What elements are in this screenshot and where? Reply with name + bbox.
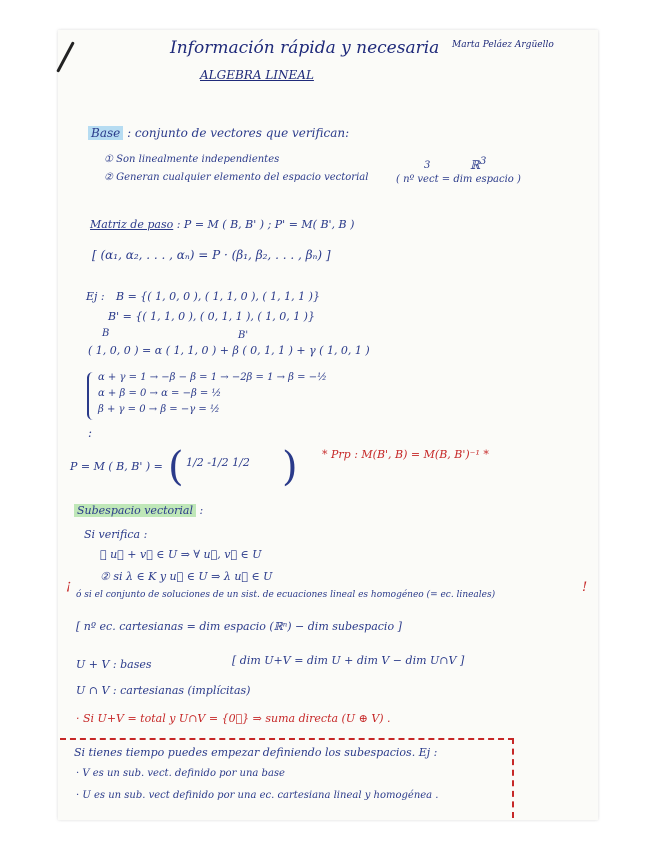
base-note-r bbox=[470, 156, 486, 172]
tip-line-2: · V es un sub. vect. definido por una base bbox=[76, 768, 285, 779]
page-title: Información rápida y necesaria bbox=[170, 38, 440, 58]
tip-line-1: Si tienes tiempo puedes empezar definiendo los subespacios. Ej : bbox=[74, 746, 438, 759]
matriz-formula: : P = M ( B, B' ) ; P' = M( B', B ) bbox=[176, 218, 355, 231]
matrix-right-paren: ) bbox=[282, 444, 298, 490]
ejemplo-dots: : bbox=[88, 426, 93, 440]
system-eq-1: α + γ = 1 → −β − β = 1 → −2β = 1 → β = −½ bbox=[98, 372, 327, 383]
subespacio-heading bbox=[74, 504, 203, 517]
author-name: Marta Peláez Argüello bbox=[452, 40, 554, 50]
sum-label: U + V : bases bbox=[76, 658, 152, 671]
base-note-sup: 3 bbox=[424, 160, 431, 171]
system-eq-3: β + γ = 0 → β = −γ = ½ bbox=[98, 404, 220, 415]
system-eq-2: α + β = 0 → α = −β = ½ bbox=[98, 388, 222, 399]
matriz-vector-equation: [ (α₁, α₂, . . . , αₙ) = P · (β₁, β₂, . . . , βₙ) ] bbox=[92, 248, 331, 262]
notebook-page bbox=[58, 30, 598, 820]
alternative-condition: ó si el conjunto de soluciones de un sist. de ecuaciones lineal es homogéneo (= ec. lineales) bbox=[76, 590, 496, 600]
ejemplo-b2-set: B' = {( 1, 1, 0 ), ( 0, 1, 1 ), ( 1, 0, 1 )} bbox=[108, 310, 315, 323]
ejemplo-combination: ( 1, 0, 0 ) = α ( 1, 1, 0 ) + β ( 0, 1, 1 ) + γ ( 1, 0, 1 ) bbox=[88, 344, 370, 357]
warning-close-mark: ! bbox=[582, 580, 588, 595]
base-term: Base bbox=[88, 126, 123, 140]
base-note: ( nº vect = dim espacio ) bbox=[396, 174, 521, 185]
condition-1: ① u⃗ + v⃗ ∈ U ⇒ ∀ u⃗, v⃗ ∈ U bbox=[100, 548, 262, 561]
page-subtitle: ALGEBRA LINEAL bbox=[200, 68, 314, 82]
dimension-formula: [ dim U+V = dim U + dim V − dim U∩V ] bbox=[232, 654, 465, 667]
real-set-symbol: ℝ bbox=[470, 158, 480, 172]
tip-line-3: · U es un sub. vect definido por una ec. cartesiana lineal y homogénea . bbox=[76, 790, 439, 801]
p-result-values: 1/2 -1/2 1/2 bbox=[186, 456, 250, 469]
si-verifica: Si verifica : bbox=[84, 528, 148, 541]
p-result-label: P = M ( B, B' ) = bbox=[70, 460, 163, 473]
warning-open-mark: ¡ bbox=[66, 578, 72, 593]
ejemplo-label: Ej : bbox=[86, 290, 105, 303]
cartesian-equations-rule: [ nº ec. cartesianas = dim espacio (ℝⁿ) − dim subespacio ] bbox=[76, 620, 402, 633]
subespacio-colon: : bbox=[199, 504, 204, 517]
matrix-left-paren: ( bbox=[168, 444, 184, 490]
base-definition: : conjunto de vectores que verifican: bbox=[127, 126, 350, 140]
subespacio-term: Subespacio vectorial bbox=[74, 504, 196, 517]
matriz-term: Matriz de paso bbox=[90, 218, 174, 231]
property-note: * Prp : M(B', B) = M(B, B')⁻¹ * bbox=[322, 448, 489, 461]
real-set-exponent: 3 bbox=[479, 156, 487, 167]
base-item-1: ① Son linealmente independientes bbox=[104, 154, 280, 165]
ejemplo-b-set: B = {( 1, 0, 0 ), ( 1, 1, 0 ), ( 1, 1, 1 )} bbox=[116, 290, 320, 303]
matriz-heading bbox=[90, 218, 354, 231]
base-item-2: ② Generan cualquier elemento del espacio vectorial bbox=[104, 172, 369, 183]
condition-2: ② si λ ∈ K y u⃗ ∈ U ⇒ λ u⃗ ∈ U bbox=[100, 570, 273, 583]
direct-sum-rule: · Si U+V = total y U∩V = {0⃗} ⇒ suma directa (U ⊕ V) . bbox=[76, 712, 391, 725]
ejemplo-b2-mark: B' bbox=[238, 330, 249, 341]
intersection-label: U ∩ V : cartesianas (implícitas) bbox=[76, 684, 251, 697]
ejemplo-b-mark: B bbox=[102, 328, 110, 339]
system-brace bbox=[87, 372, 97, 420]
base-heading bbox=[88, 126, 349, 140]
